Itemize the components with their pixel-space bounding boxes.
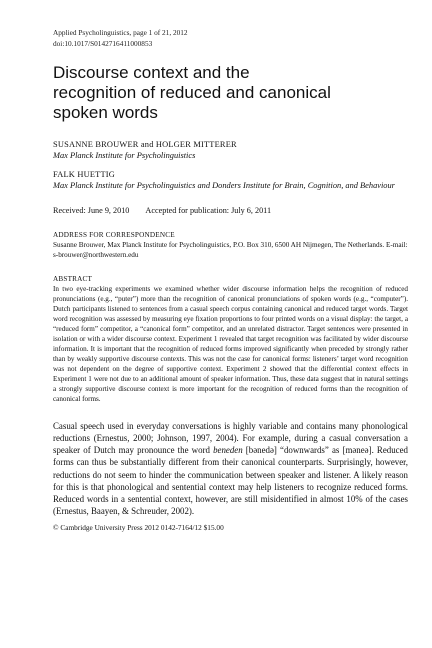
body-paragraph: [53, 420, 408, 517]
journal-info: [53, 28, 408, 49]
abstract-heading: ABSTRACT: [53, 275, 93, 283]
author-names-2: FALK HUETTIG: [53, 170, 116, 179]
accepted-date: Accepted for publication: July 6, 2011: [145, 206, 272, 215]
affiliation-2: Max Planck Institute for Psycholinguistics and Donders Institute for Brain, Cognition, and Behaviour: [53, 181, 395, 190]
correspondence-body: Susanne Brouwer, Max Planck Institute for Psycholinguistics, P.O. Box 310, 6500 AH Nijmegen, The Netherlands. E-mail: s-brouwer@northwestern.edu: [53, 241, 408, 259]
article-title: Discourse context and the recognition of reduced and canonical spoken words: [53, 63, 331, 122]
publication-dates: [53, 205, 408, 216]
affiliation-1: Max Planck Institute for Psycholinguistics: [53, 151, 196, 160]
journal-citation: Applied Psycholinguistics, page 1 of 21, 2012: [53, 28, 188, 37]
abstract-body: In two eye-tracking experiments we examined whether wider discourse information helps the recognition of reduced pronunciations (e.g., “puter”) more than the recognition of canonical pronunciations of spoken words (e.g., “computer”). Dutch participants listened to sentences from a casual speech corpus containing canonical and reduced target words. Target word recognition was assessed by measuring eye fixation proportions to four printed words on a visual display: the target, a “reduced form” competitor, a “canonical form” competitor, and an unrelated distractor. Target sentences were presented in isolation or with a wider discourse context. Experiment 1 revealed that target recognition was facilitated by wider discourse information. It is important that the recognition of reduced forms improved significantly when preceded by strongly rather than by weakly supportive discourse contexts. This was not the case for canonical forms: listeners’ target word recognition was not dependent on the degree of supportive context. Experiment 2 showed that the differential context effects in Experiment 1 were not due to an additional amount of speaker information. Thus, these data suggest that in natural settings a strongly supportive discourse context is more important for the recognition of reduced forms than the recognition of canonical forms.: [53, 285, 408, 403]
correspondence-heading: ADDRESS FOR CORRESPONDENCE: [53, 231, 175, 239]
correspondence-section: [53, 230, 408, 260]
doi: doi:10.1017/S0142716411000853: [53, 38, 153, 48]
authors-block: [53, 139, 408, 191]
body-text-part1: Casual speech used in everyday conversations is highly variable and contains many phonological reductions (Ernestus, 2000; Johnson, 1997, 2004). For example, during a casual conversation a speaker of Dutch may pronounce the word: [53, 421, 408, 456]
copyright-line: © Cambridge University Press 2012 0142-7164/12 $15.00: [53, 523, 224, 533]
body-italic-word: beneden: [213, 445, 243, 456]
body-text-part2: [bənedə] “downwards” as [məneə]. Reduced forms can thus be substantially different from their canonical counterparts. Surprisingly, however, reductions do not seem to hinder the communication between speaker and listener. A likely reason for this is that phonological and sentential context may help listeners to recognize reduced forms. Reduced words in a sentential context, however, are still misidentified in almost 10% of the cases (Ernestus, Baayen, & Schreuder, 2002).: [53, 445, 408, 517]
article-page: [53, 28, 408, 533]
abstract-section: [53, 274, 408, 404]
author-names-1: SUSANNE BROUWER and HOLGER MITTERER: [53, 140, 237, 149]
received-date: Received: June 9, 2010: [53, 206, 130, 215]
